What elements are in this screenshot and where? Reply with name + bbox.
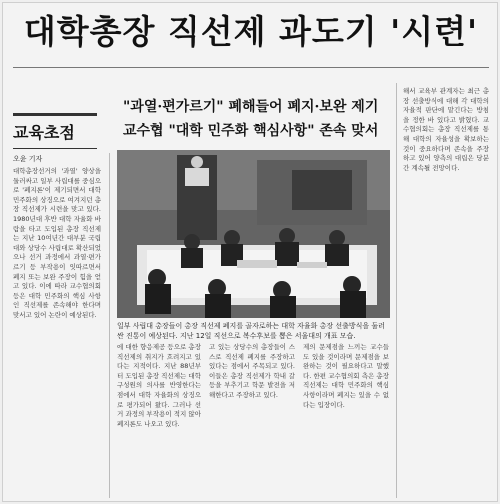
section-tag <box>13 113 97 149</box>
right-column-text: 해서 교육부 관계자는 최근 총장 선출방식에 대해 각 대학의 자율적 판단에 맡긴다는 방침을 정한 바 있다고 밝혔다. 교수협의회는 총장 직선제를 통해 대학의 자율성을 확보하는 것이 중요하다며 존속을 주장하고 있어 양측의 대립은 당분간 계속될 전망이다. <box>403 87 489 172</box>
mid-column-1: 에 대한 향응제공 등으로 총장 직선제의 취지가 흐려지고 있다는 지적이다. 지난 88년부터 도입된 총장 직선제는 대학 구성원의 의사를 반영한다는 점에서 대학 자율화의 상징으로 평가되어 왔다. 그러나 선거 과정의 부작용이 적지 않아 폐지론도 나오고 있다. <box>117 343 201 428</box>
subhead-1: "과열·편가르기" 폐해들어 폐지·보완 제기 <box>123 99 379 115</box>
mid-column-3: 제의 문제점을 느끼는 교수들도 있을 것이라며 문제점을 보완하는 것이 필요하다고 말했다. 한편 교수협의회 측은 총장 직선제는 대학 민주화의 핵심 사항이라며 폐지는 있을 수 없다는 입장이다. <box>303 343 389 409</box>
section-label: 교육초점 <box>13 123 75 142</box>
left-column-text: 대학총장선거의 '과열' 양상을 둘러싸고 일부 사립대를 중심으로 '폐지론'이 제기되면서 대학 민주화의 상징으로 여겨지던 총장 직선제가 시련을 맞고 있다. 1980년대 후반 대학 자율화 바람을 타고 도입된 총장 직선제는 지난 10여년간 대부분 국립대와 상당수 사립대로 확산되었으나 선거 과정에서 과열·편가르기 등 부작용이 잇따르면서 폐지 또는 보완 주장이 힘을 얻고 있다. 이에 따라 교수협의회 등은 대학 민주화의 핵심 사항인 직선제를 존속해야 한다며 맞서고 있어 논란이 예상된다. <box>13 167 101 319</box>
newspaper-page <box>2 2 498 502</box>
photo-caption: 일부 사립대 총장들이 총장 직선제 폐지를 골자로하는 대학 자율화 총장 선출방식을 둘러싼 진통이 예상된다. 지난 12일 직선으로 복수후보를 뽑은 서울대의 개표 모습. <box>117 322 385 340</box>
mid-column-2: 고 있는 상당수의 총장들이 스스로 직선제 폐지를 주장하고 있다는 점에서 주목되고 있다. 이들은 총장 직선제가 학내 갈등을 부추기고 학문 발전을 저해한다고 주장하고 있다. <box>209 343 295 399</box>
headline: 대학총장 직선제 과도기 '시련' <box>23 12 479 51</box>
section-underline <box>13 148 97 149</box>
news-photo <box>117 150 390 318</box>
subhead-2: 교수협 "대학 민주화 핵심사항" 존속 맞서 <box>123 123 379 139</box>
column-rule <box>109 153 110 498</box>
divider <box>13 67 489 68</box>
byline: 오윤 기자 <box>13 155 43 163</box>
meeting-room-illustration <box>117 150 390 318</box>
column-rule-right <box>396 83 397 498</box>
section-bar <box>13 113 97 116</box>
